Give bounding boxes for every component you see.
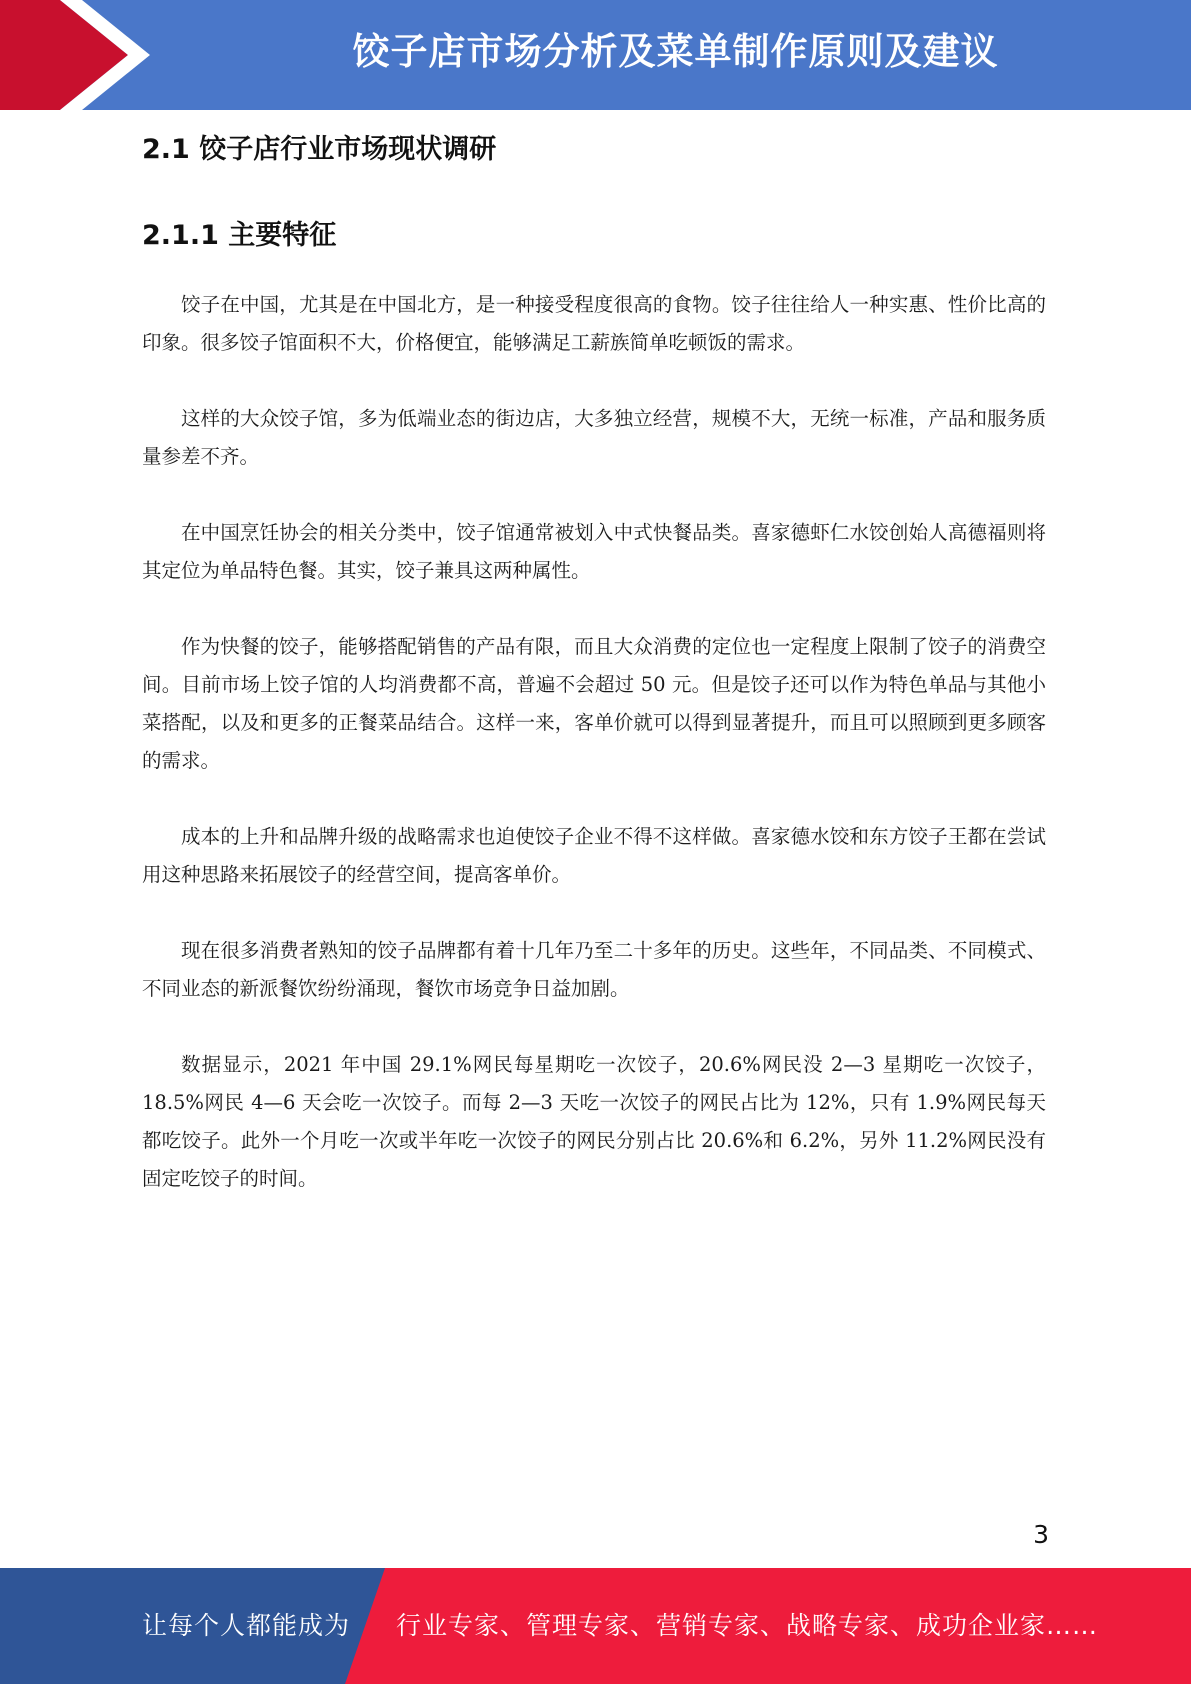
footer-slogan-right: 行业专家、管理专家、营销专家、战略专家、成功企业家…… bbox=[396, 1611, 1099, 1640]
paragraph: 作为快餐的饺子，能够搭配销售的产品有限，而且大众消费的定位也一定程度上限制了饺子的消费空间。目前市场上饺子馆的人均消费都不高，普遍不会超过 50 元。但是饺子还可以作为特色单品与其他小菜搭配，以及和更多的正餐菜品结合。这样一来，客单价就可以得到显著提升，而且可以照顾到更多顾客的需求。 bbox=[142, 635, 1046, 772]
header-banner bbox=[0, 0, 1191, 110]
subsection-heading: 2.1.1 主要特征 bbox=[142, 220, 337, 251]
footer-banner bbox=[0, 1568, 1191, 1684]
document-title: 饺子店市场分析及菜单制作原则及建议 bbox=[352, 30, 999, 73]
paragraph: 饺子在中国，尤其是在中国北方，是一种接受程度很高的食物。饺子往往给人一种实惠、性价比高的印象。很多饺子馆面积不大，价格便宜，能够满足工薪族简单吃顿饭的需求。 bbox=[142, 293, 1046, 354]
footer-slogan-left: 让每个人都能成为 bbox=[142, 1611, 351, 1640]
main-content bbox=[142, 128, 1046, 1198]
paragraph: 数据显示，2021 年中国 29.1%网民每星期吃一次饺子，20.6%网民没 2—3 星期吃一次饺子，18.5%网民 4—6 天会吃一次饺子。而每 2—3 天吃一次饺子的网民占比为 12%，只有 1.9%网民每天都吃饺子。此外一个月吃一次或半年吃一次饺子的网民分别占比 20.6%和 6.2%，另外 11.2%网民没有固定吃饺子的时间。 bbox=[142, 1053, 1046, 1190]
paragraph: 这样的大众饺子馆，多为低端业态的街边店，大多独立经营，规模不大，无统一标准，产品和服务质量参差不齐。 bbox=[142, 407, 1046, 468]
paragraph: 在中国烹饪协会的相关分类中，饺子馆通常被划入中式快餐品类。喜家德虾仁水饺创始人高德福则将其定位为单品特色餐。其实，饺子兼具这两种属性。 bbox=[142, 521, 1046, 582]
paragraph: 成本的上升和品牌升级的战略需求也迫使饺子企业不得不这样做。喜家德水饺和东方饺子王都在尝试用这种思路来拓展饺子的经营空间，提高客单价。 bbox=[142, 825, 1046, 886]
page-number: 3 bbox=[1033, 1520, 1049, 1549]
red-arrow-decoration bbox=[0, 0, 160, 110]
paragraph: 现在很多消费者熟知的饺子品牌都有着十几年乃至二十多年的历史。这些年，不同品类、不同模式、不同业态的新派餐饮纷纷涌现，餐饮市场竞争日益加剧。 bbox=[142, 939, 1046, 1000]
section-heading: 2.1 饺子店行业市场现状调研 bbox=[142, 134, 497, 165]
